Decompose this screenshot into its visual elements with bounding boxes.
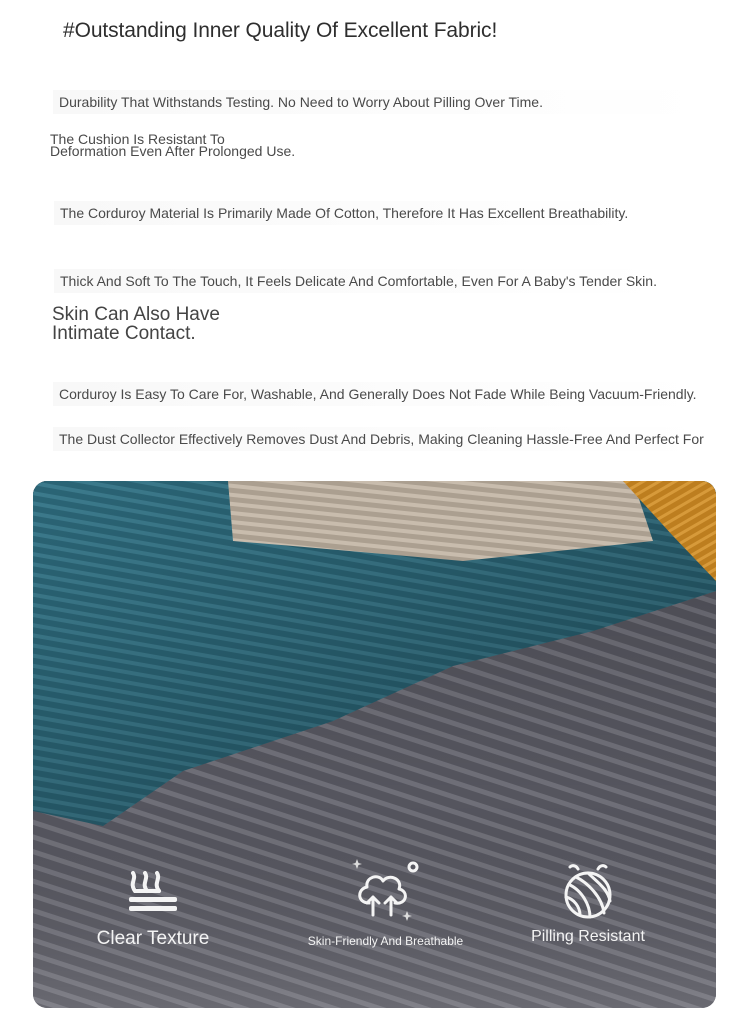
cushion-text-line2: Deformation Even After Prolonged Use. <box>50 143 296 159</box>
breathability-text: The Corduroy Material Is Primarily Made Of Cotton, Therefore It Has Excellent Breathability. <box>54 201 634 225</box>
yarn-ball-icon <box>560 861 616 921</box>
softness-text: Thick And Soft To The Touch, It Feels Delicate And Comfortable, Even For A Baby's Tender Skin. <box>54 269 663 293</box>
feature-label: Skin-Friendly And Breathable <box>307 934 464 948</box>
care-text: Corduroy Is Easy To Care For, Washable, And Generally Does Not Fade While Being Vacuum-Friendly. <box>53 382 703 406</box>
texture-waves-icon <box>123 869 183 917</box>
skin-contact-line2: Intimate Contact. <box>52 323 196 344</box>
feature-skin-friendly <box>298 859 473 948</box>
tree-breathable-icon <box>351 859 421 925</box>
durability-text: Durability That Withstands Testing. No Need to Worry About Pilling Over Time. <box>53 90 705 114</box>
dust-collector-text: The Dust Collector Effectively Removes Dust And Debris, Making Cleaning Hassle-Free And Perfect For <box>53 427 710 451</box>
skin-contact-line1: Skin Can Also Have <box>52 304 220 325</box>
feature-label: Pilling Resistant <box>531 928 645 945</box>
cushion-text-line1: The Cushion Is Resistant To <box>50 131 225 147</box>
feature-label: Clear Texture <box>96 928 210 949</box>
feature-clear-texture <box>83 869 223 950</box>
page-heading: #Outstanding Inner Quality Of Excellent Fabric! <box>63 19 498 42</box>
fabric-photo <box>33 481 716 1008</box>
feature-pilling-resistant <box>513 861 663 946</box>
